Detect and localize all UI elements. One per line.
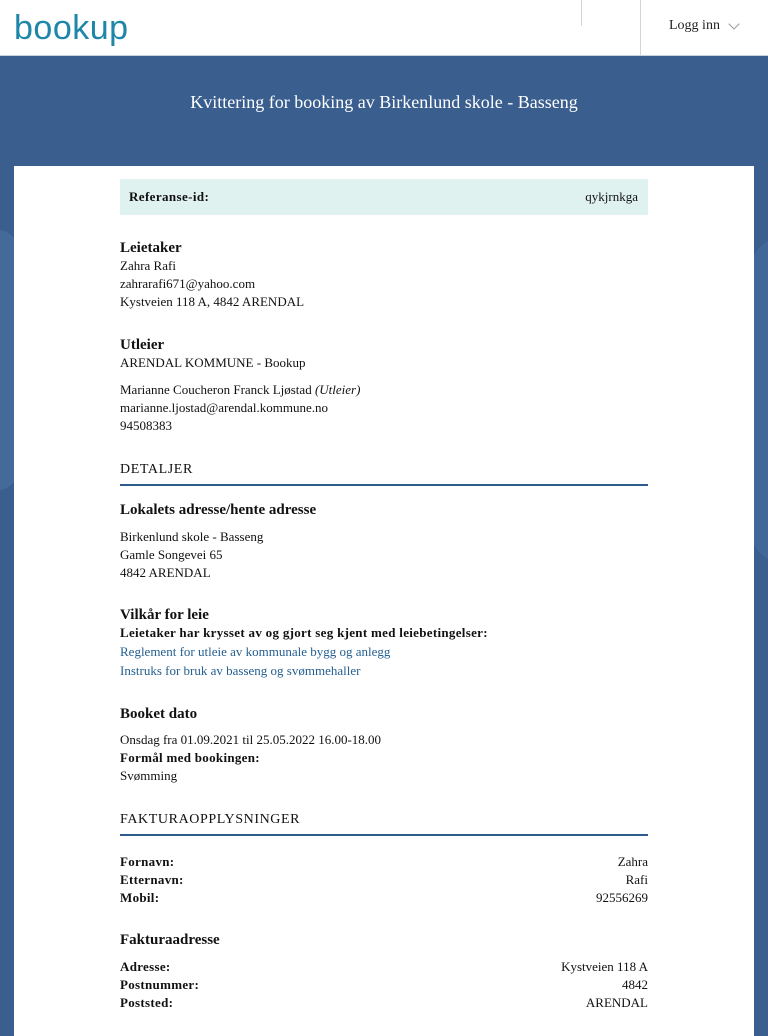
location-heading: Lokalets adresse/hente adresse	[120, 502, 317, 518]
terms-note: Leietaker har krysset av og gjort seg kjent med leiebetingelser:	[120, 625, 488, 640]
landlord-contact	[120, 381, 648, 399]
login-button[interactable]	[669, 18, 738, 34]
terms-link-regulations[interactable]: Reglement for utleie av kommunale bygg og anlegg	[120, 644, 391, 659]
location-line: Gamle Songevei 65	[120, 547, 223, 562]
invoice-address-row	[120, 994, 648, 1012]
invoice-row-value: Rafi	[625, 872, 648, 887]
booked-date-heading: Booket dato	[120, 706, 198, 722]
nav-divider	[581, 0, 582, 26]
landlord-contact-name: Marianne Coucheron Franck Ljøstad	[120, 382, 312, 397]
invoice-row	[120, 889, 648, 907]
reference-label: Referanse-id:	[129, 189, 210, 204]
invoice-address-row	[120, 958, 648, 976]
invoice-row	[120, 853, 648, 871]
booking-date-section	[120, 706, 648, 785]
invoice-address-label: Poststed:	[120, 995, 174, 1010]
tenant-section	[120, 240, 648, 311]
invoice-person-rows	[120, 853, 648, 907]
invoice-address-label: Postnummer:	[120, 977, 200, 992]
tenant-address: Kystveien 118 A, 4842 ARENDAL	[120, 294, 305, 309]
location-line: 4842 ARENDAL	[120, 565, 211, 580]
booked-date-value: Onsdag fra 01.09.2021 til 25.05.2022 16.00-18.00	[120, 732, 382, 747]
purpose-value: Svømming	[120, 768, 178, 783]
top-navigation-bar	[0, 0, 768, 56]
terms-heading: Vilkår for leie	[120, 607, 209, 623]
reference-value: qykjrnkga	[585, 189, 638, 204]
invoice-address-section	[120, 932, 648, 1012]
invoice-address-heading: Fakturaadresse	[120, 932, 220, 948]
location-line: Birkenlund skole - Basseng	[120, 529, 264, 544]
invoice-address-label: Adresse:	[120, 959, 171, 974]
chevron-down-icon	[728, 18, 739, 29]
invoice-address-value: ARENDAL	[585, 995, 648, 1010]
tenant-heading: Leietaker	[120, 240, 182, 256]
invoice-row-value: Zahra	[617, 854, 648, 869]
invoice-row-label: Etternavn:	[120, 872, 184, 887]
landlord-contact-role: (Utleier)	[314, 382, 361, 397]
receipt-card	[14, 166, 754, 1036]
invoice-row-label: Fornavn:	[120, 854, 175, 869]
purpose-label: Formål med bookingen:	[120, 750, 260, 765]
login-label: Logg inn	[669, 18, 720, 33]
landlord-heading: Utleier	[120, 337, 165, 353]
invoice-row-value: 92556269	[596, 890, 648, 905]
invoice-row-label: Mobil:	[120, 890, 160, 905]
location-section	[120, 502, 648, 582]
landlord-org: ARENDAL KOMMUNE - Bookup	[120, 355, 306, 370]
tenant-name: Zahra Rafi	[120, 258, 176, 273]
invoice-address-value: Kystveien 118 A	[561, 959, 648, 974]
details-section-title: DETALJER	[120, 462, 648, 486]
page-title: Kvittering for booking av Birkenlund skole - Basseng	[190, 92, 578, 112]
terms-section	[120, 607, 648, 680]
landlord-section	[120, 337, 648, 435]
bookup-logo[interactable]: bookup	[14, 9, 129, 47]
reference-box	[120, 179, 648, 215]
invoice-row	[120, 871, 648, 889]
terms-link-pool-instructions[interactable]: Instruks for bruk av basseng og svømmehaller	[120, 663, 361, 678]
invoice-section-title: FAKTURAOPPLYSNINGER	[120, 812, 648, 836]
nav-divider	[640, 0, 641, 55]
invoice-address-row	[120, 976, 648, 994]
landlord-email: marianne.ljostad@arendal.kommune.no	[120, 400, 328, 415]
landlord-phone: 94508383	[120, 418, 172, 433]
invoice-address-value: 4842	[622, 977, 648, 992]
tenant-email: zahrarafi671@yahoo.com	[120, 276, 256, 291]
